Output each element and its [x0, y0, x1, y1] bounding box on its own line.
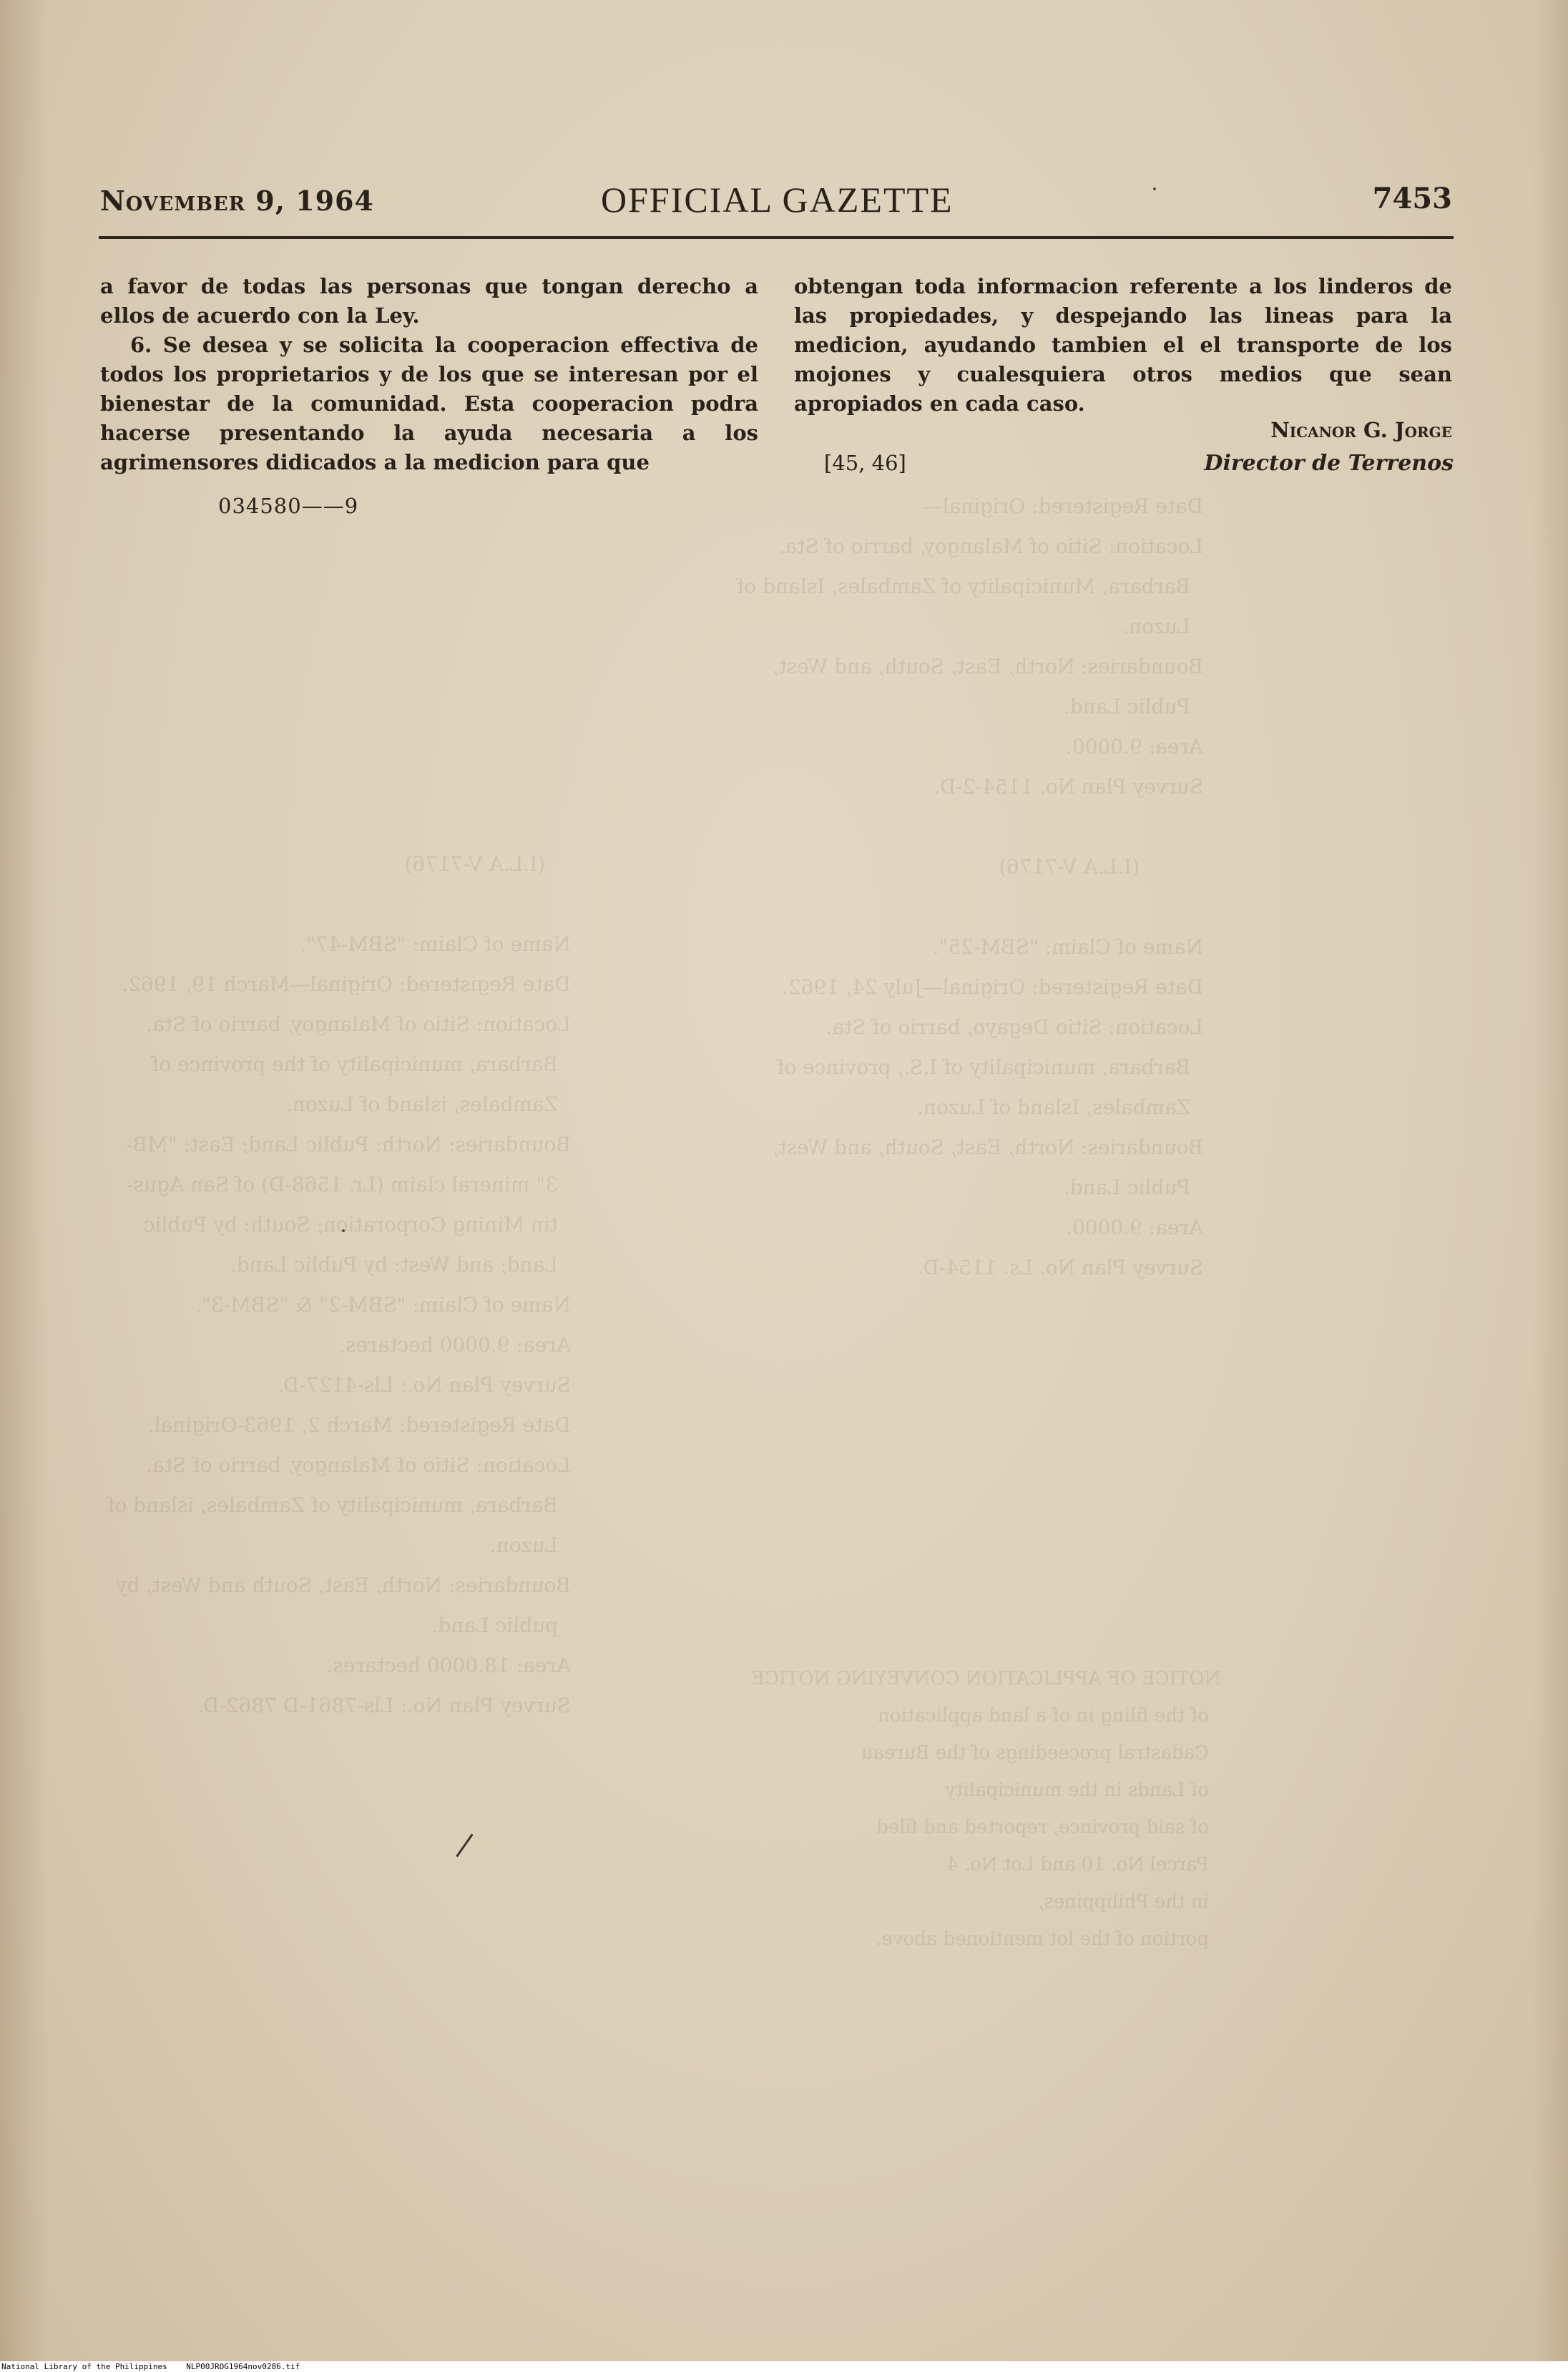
- page-number: 7453: [1372, 182, 1452, 215]
- issue-date: November 9, 1964: [100, 185, 374, 217]
- footer-source: National Library of the Philippines: [1, 2362, 167, 2371]
- bleed-through-text-2: (I.L.A V-7176) Name of Claim: "SBM-47". Date Registered: Original—March 19, 1962. Location: Sitio of Malangoy, barrio of Sta. Barbara, municipality of the province of Zambales, island of Luzon. Boundaries: North: Public Land; East: "MB- 3" mineral claim (Lr. 1568-D) of San Agus- tin Mining Corporation; South: by Public Land; and West: by Public Land. Name of Claim: "SBM-2" & "SBM-3". Area: 9.0000 hectares. Survey Plan No.: Lls-4127-D. Date Registered: March 2, 1963-Original. Location: Sitio of Malangoy, barrio of Sta. Barbara, municipality of Zambales, island of Luzon. Boundaries: North, East, South and West, by public Land. Area: 18.0000 hectares. Survey Plan No.: Lls-7861-D 7862-D.: [107, 852, 571, 1717]
- left-column: [100, 272, 758, 477]
- right-paragraph-1: obtengan toda informacion referente a los linderos de las propiedades, y despejando las lineas para la medicion, ayudando tambien el el transporte de los mojones y cualesquiera otros medios que sean apropiados en cada caso.: [794, 274, 1452, 416]
- header-rule: [99, 236, 1454, 239]
- bleed-through-text-3: NOTICE OF APPLICATION CONVEYING NOTICE of the filing in of a land application Cadastral proceedings of the Bureau of Lands in the municipality of said province, reported and filed Parcel No. 10 and Lot No. 4 in the Philippines, portion of the lot mentioned above.: [751, 1668, 1221, 1950]
- signer-name: Nicanor G. Jorge: [1270, 418, 1452, 442]
- left-paragraph-1: a favor de todas las personas que tongan derecho a ellos de acuerdo con la Ley.: [100, 274, 758, 328]
- footer-file-name: NLP00JROG1964nov0286.tif: [186, 2362, 300, 2371]
- page-header: [100, 179, 1452, 229]
- document-code: 034580——9: [218, 494, 359, 518]
- speck: [342, 1229, 345, 1232]
- speck: [1153, 187, 1156, 190]
- signer-title: Director de Terrenos: [1204, 451, 1454, 476]
- scan-footer: [1, 2362, 300, 2371]
- bleed-through-text: Date Registered: Original— Location: Sitio of Malangoy, barrio of Sta. Barbara, Municipality of Zambales, Island of Luzon. Boundaries: North, East, South, and West, Public Land. Area: 9.0000. Survey Plan No. 1154-2-D. (I.L.A V-7176) Name of Claim: "SBM-25". Date Registered: Original—July 24, 1962. Location: Sitio Degayo, barrio of Sta. Barbara, municipality of I.S., province of Zambales, Island of Luzon. Boundaries: North, East, South, and West, Public Land. Area: 9.0000. Survey Plan No. Ls. 1154-D.: [737, 494, 1204, 1279]
- right-column: [794, 272, 1452, 419]
- publication-title: OFFICIAL GAZETTE: [601, 180, 954, 220]
- left-paragraph-2: 6. Se desea y se solicita la cooperacion effectiva de todos los proprietarios y de los que se interesan por el bienestar de la comunidad. Esta cooperacion podra hacerse presentando la ayuda necesaria a los agrimensores didicados a la medicion para que: [100, 333, 758, 474]
- issue-references: [45, 46]: [824, 451, 906, 475]
